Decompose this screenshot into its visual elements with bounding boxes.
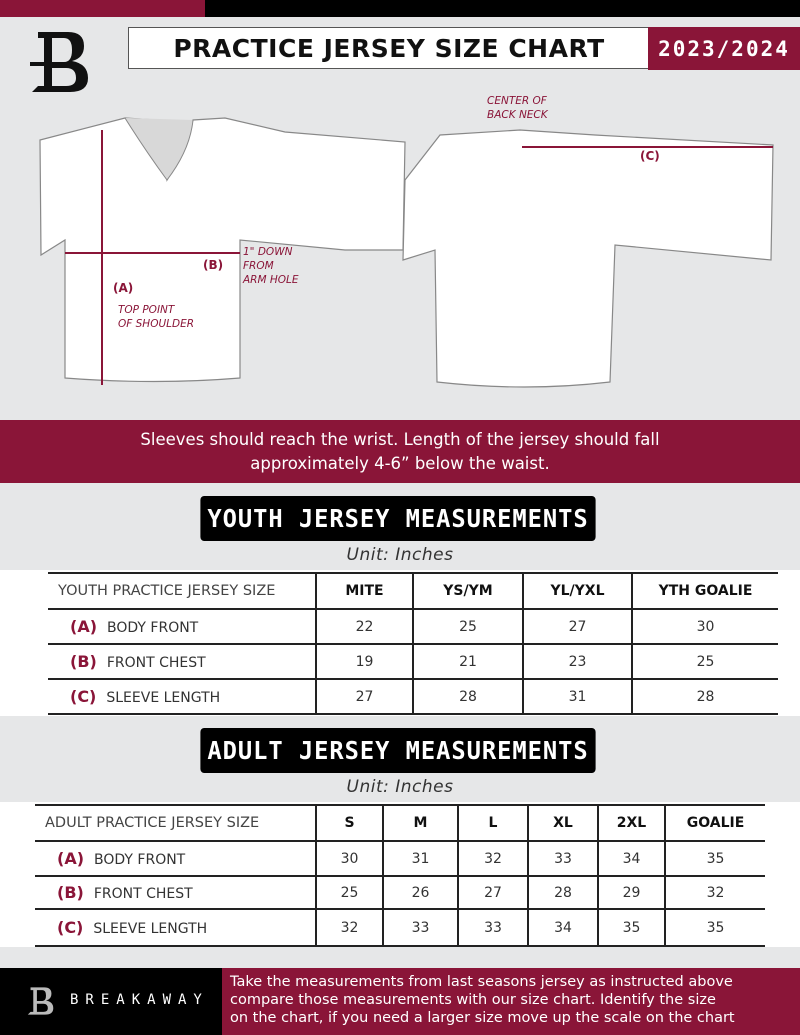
front-jersey-diagram: [35, 110, 415, 400]
value-cell: 21: [413, 644, 523, 679]
youth-unit: Unit: Inches: [346, 545, 454, 565]
breakaway-logo: [28, 28, 94, 96]
value-cell: 33: [383, 909, 458, 946]
value-cell: 27: [523, 609, 632, 644]
top-bar-accent: [0, 0, 205, 17]
measure-code: (A): [70, 617, 98, 636]
value-cell: 27: [316, 679, 413, 714]
table-header-row: ADULT PRACTICE JERSEY SIZE S M L XL 2XL GOALIE: [35, 805, 765, 841]
adult-table: [35, 804, 765, 947]
measure-code: (A): [57, 849, 85, 868]
season-badge: 2023/2024: [648, 27, 800, 70]
youth-table: [48, 572, 778, 715]
measure-label: FRONT CHEST: [106, 655, 206, 671]
value-cell: 35: [598, 909, 665, 946]
measure-label: BODY FRONT: [107, 620, 199, 636]
measure-code: (B): [57, 883, 84, 902]
value-cell: 28: [413, 679, 523, 714]
value-cell: 32: [665, 876, 765, 909]
table-row: [35, 876, 765, 909]
value-cell: 30: [316, 841, 383, 876]
note-a: TOP POINT OF SHOULDER: [118, 304, 195, 330]
measure-code: (C): [57, 918, 84, 937]
adult-unit: Unit: Inches: [346, 777, 454, 797]
measure-code: (C): [70, 687, 97, 706]
value-cell: 29: [598, 876, 665, 909]
table-row: [35, 909, 765, 946]
value-cell: 30: [632, 609, 778, 644]
value-cell: 26: [383, 876, 458, 909]
footer-instructions: Take the measurements from last seasons jersey as instructed above compare those measurements with our size chart. Identify the size on the chart, if you need a larger size move up the scale on the chart: [222, 968, 800, 1035]
measure-label: SLEEVE LENGTH: [93, 921, 208, 937]
footer-brand-name: BREAKAWAY: [70, 992, 209, 1008]
value-cell: 33: [458, 909, 528, 946]
value-cell: 32: [316, 909, 383, 946]
note-c: CENTER OF BACK NECK: [487, 95, 548, 121]
label-b: (B): [203, 258, 224, 272]
table-row: [35, 841, 765, 876]
measure-label: FRONT CHEST: [93, 886, 193, 902]
value-cell: 28: [632, 679, 778, 714]
value-cell: 23: [523, 644, 632, 679]
value-cell: 27: [458, 876, 528, 909]
table-header-row: YOUTH PRACTICE JERSEY SIZE MITE YS/YM YL/YXL YTH GOALIE: [48, 573, 778, 609]
value-cell: 34: [528, 909, 598, 946]
measure-label: SLEEVE LENGTH: [106, 690, 221, 706]
label-c: (C): [640, 149, 660, 163]
note-b: 1" DOWN FROM ARM HOLE: [243, 246, 299, 286]
value-cell: 35: [665, 909, 765, 946]
instructions-banner: Sleeves should reach the wrist. Length of the jersey should fall approximately 4-6” below the waist.: [0, 420, 800, 483]
table-row: [48, 609, 778, 644]
value-cell: 31: [523, 679, 632, 714]
value-cell: 22: [316, 609, 413, 644]
value-cell: 34: [598, 841, 665, 876]
value-cell: 32: [458, 841, 528, 876]
label-a: (A): [113, 281, 134, 295]
value-cell: 31: [383, 841, 458, 876]
page-title: PRACTICE JERSEY SIZE CHART: [128, 27, 650, 69]
table-row: [48, 679, 778, 714]
value-cell: 25: [632, 644, 778, 679]
value-cell: 35: [665, 841, 765, 876]
back-jersey-diagram: [395, 120, 785, 395]
value-cell: 19: [316, 644, 413, 679]
footer-logo: [26, 985, 56, 1017]
top-bar: [205, 0, 800, 17]
value-cell: 25: [413, 609, 523, 644]
value-cell: 33: [528, 841, 598, 876]
value-cell: 28: [528, 876, 598, 909]
adult-section-title: ADULT JERSEY MEASUREMENTS: [200, 728, 595, 773]
table-row: [48, 644, 778, 679]
measure-code: (B): [70, 652, 97, 671]
youth-section-title: YOUTH JERSEY MEASUREMENTS: [200, 496, 595, 541]
value-cell: 25: [316, 876, 383, 909]
measure-label: BODY FRONT: [94, 852, 186, 868]
